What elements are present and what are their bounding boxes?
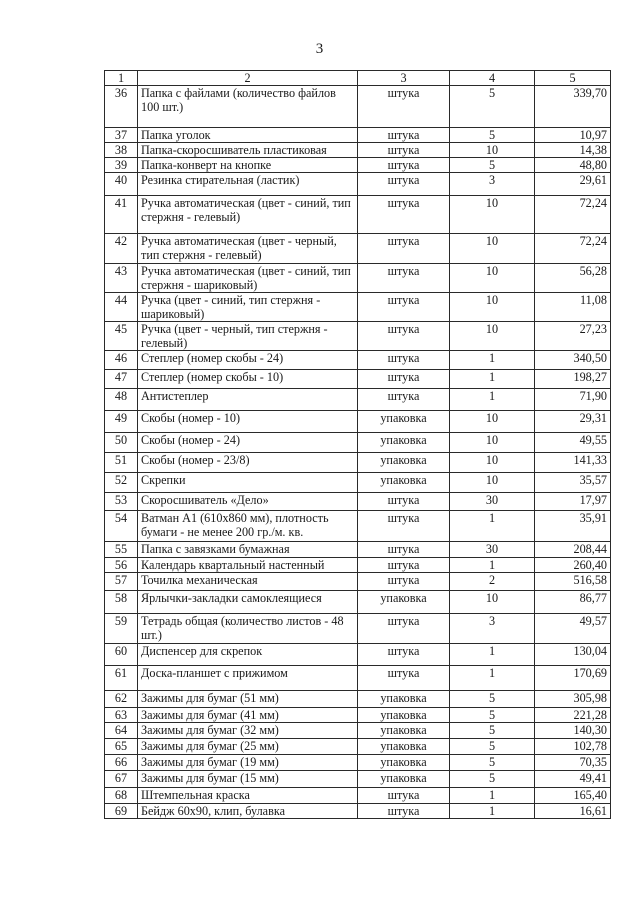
row-number: 52 (105, 473, 138, 493)
item-quantity: 10 (450, 293, 535, 322)
item-quantity: 1 (450, 511, 535, 542)
item-unit: штука (358, 804, 450, 819)
item-price: 305,98 (535, 691, 611, 708)
row-number: 44 (105, 293, 138, 322)
item-name: Скрепки (138, 473, 358, 493)
item-price: 102,78 (535, 739, 611, 755)
row-number: 49 (105, 411, 138, 433)
row-number: 66 (105, 755, 138, 771)
table-row (105, 411, 611, 433)
item-quantity: 10 (450, 234, 535, 264)
item-unit: упаковка (358, 739, 450, 755)
item-price: 29,61 (535, 173, 611, 196)
table-row (105, 708, 611, 723)
item-price: 29,31 (535, 411, 611, 433)
item-name: Резинка стирательная (ластик) (138, 173, 358, 196)
table-row (105, 453, 611, 473)
item-name: Скобы (номер - 10) (138, 411, 358, 433)
item-unit: штука (358, 511, 450, 542)
item-name: Ручка автоматическая (цвет - синий, тип стержня - шариковый) (138, 264, 358, 293)
item-name: Тетрадь общая (количество листов - 48 шт.) (138, 614, 358, 644)
row-number: 56 (105, 558, 138, 573)
item-price: 71,90 (535, 389, 611, 411)
item-name: Штемпельная краска (138, 788, 358, 804)
item-price: 72,24 (535, 196, 611, 234)
item-price: 10,97 (535, 128, 611, 143)
item-name: Ручка (цвет - черный, тип стержня - гелевый) (138, 322, 358, 351)
item-price: 86,77 (535, 591, 611, 614)
item-name: Папка-скоросшиватель пластиковая (138, 143, 358, 158)
item-unit: штука (358, 234, 450, 264)
table-row (105, 370, 611, 389)
item-unit: штука (358, 644, 450, 666)
item-price: 208,44 (535, 542, 611, 558)
item-unit: упаковка (358, 473, 450, 493)
item-price: 49,55 (535, 433, 611, 453)
row-number: 40 (105, 173, 138, 196)
item-price: 170,69 (535, 666, 611, 691)
item-name: Папка уголок (138, 128, 358, 143)
row-number: 65 (105, 739, 138, 755)
table-row (105, 739, 611, 755)
table-row (105, 293, 611, 322)
item-quantity: 10 (450, 453, 535, 473)
item-name: Ручка (цвет - синий, тип стержня - шариковый) (138, 293, 358, 322)
item-unit: штука (358, 196, 450, 234)
item-quantity: 5 (450, 691, 535, 708)
column-header-number: 1 (105, 71, 138, 86)
table-row (105, 128, 611, 143)
item-name: Бейдж 60х90, клип, булавка (138, 804, 358, 819)
item-price: 35,91 (535, 511, 611, 542)
row-number: 64 (105, 723, 138, 739)
item-unit: штука (358, 322, 450, 351)
item-name: Ручка автоматическая (цвет - черный, тип стержня - гелевый) (138, 234, 358, 264)
item-name: Точилка механическая (138, 573, 358, 591)
item-price: 260,40 (535, 558, 611, 573)
page-number: 3 (315, 41, 324, 57)
item-unit: штука (358, 493, 450, 511)
table-row (105, 723, 611, 739)
item-unit: упаковка (358, 453, 450, 473)
item-quantity: 10 (450, 591, 535, 614)
item-unit: штука (358, 264, 450, 293)
item-quantity: 2 (450, 573, 535, 591)
table-row (105, 755, 611, 771)
item-price: 16,61 (535, 804, 611, 819)
item-quantity: 5 (450, 755, 535, 771)
item-price: 516,58 (535, 573, 611, 591)
row-number: 62 (105, 691, 138, 708)
row-number: 45 (105, 322, 138, 351)
item-quantity: 5 (450, 158, 535, 173)
item-quantity: 1 (450, 804, 535, 819)
column-header-name: 2 (138, 71, 358, 86)
item-price: 49,57 (535, 614, 611, 644)
item-price: 11,08 (535, 293, 611, 322)
row-number: 42 (105, 234, 138, 264)
item-name: Антистеплер (138, 389, 358, 411)
item-unit: упаковка (358, 755, 450, 771)
item-quantity: 10 (450, 143, 535, 158)
item-price: 17,97 (535, 493, 611, 511)
table-row (105, 196, 611, 234)
item-quantity: 10 (450, 433, 535, 453)
item-price: 49,41 (535, 771, 611, 788)
item-unit: штука (358, 542, 450, 558)
item-unit: упаковка (358, 771, 450, 788)
item-unit: упаковка (358, 723, 450, 739)
item-unit: штука (358, 86, 450, 128)
item-price: 70,35 (535, 755, 611, 771)
item-unit: штука (358, 173, 450, 196)
item-name: Ручка автоматическая (цвет - синий, тип стержня - гелевый) (138, 196, 358, 234)
item-quantity: 1 (450, 389, 535, 411)
item-price: 198,27 (535, 370, 611, 389)
item-quantity: 10 (450, 264, 535, 293)
item-name: Календарь квартальный настенный (138, 558, 358, 573)
table-header (105, 71, 611, 86)
item-quantity: 5 (450, 128, 535, 143)
item-name: Зажимы для бумаг (25 мм) (138, 739, 358, 755)
item-unit: штука (358, 573, 450, 591)
table-row (105, 158, 611, 173)
table-body (105, 86, 611, 819)
table-row (105, 666, 611, 691)
table-row (105, 173, 611, 196)
row-number: 41 (105, 196, 138, 234)
column-header-quantity: 4 (450, 71, 535, 86)
column-header-price: 5 (535, 71, 611, 86)
item-name: Зажимы для бумаг (19 мм) (138, 755, 358, 771)
item-quantity: 10 (450, 411, 535, 433)
item-name: Диспенсер для скрепок (138, 644, 358, 666)
item-name: Папка с файлами (количество файлов 100 шт.) (138, 86, 358, 128)
table-row (105, 804, 611, 819)
item-quantity: 1 (450, 666, 535, 691)
row-number: 61 (105, 666, 138, 691)
goods-table (104, 70, 611, 819)
item-price: 221,28 (535, 708, 611, 723)
row-number: 48 (105, 389, 138, 411)
table-row (105, 644, 611, 666)
item-unit: штука (358, 128, 450, 143)
table-row (105, 788, 611, 804)
item-quantity: 10 (450, 322, 535, 351)
table-row (105, 86, 611, 128)
table-row (105, 691, 611, 708)
item-unit: штука (358, 558, 450, 573)
row-number: 55 (105, 542, 138, 558)
item-price: 339,70 (535, 86, 611, 128)
item-unit: штука (358, 143, 450, 158)
row-number: 47 (105, 370, 138, 389)
item-unit: упаковка (358, 591, 450, 614)
item-price: 14,38 (535, 143, 611, 158)
item-quantity: 1 (450, 788, 535, 804)
item-price: 165,40 (535, 788, 611, 804)
item-quantity: 30 (450, 542, 535, 558)
item-unit: упаковка (358, 433, 450, 453)
item-name: Зажимы для бумаг (41 мм) (138, 708, 358, 723)
table-row (105, 264, 611, 293)
table-row (105, 351, 611, 370)
row-number: 37 (105, 128, 138, 143)
item-name: Доска-планшет с прижимом (138, 666, 358, 691)
row-number: 50 (105, 433, 138, 453)
row-number: 57 (105, 573, 138, 591)
item-name: Ярлычки-закладки самоклеящиеся (138, 591, 358, 614)
table-row (105, 234, 611, 264)
item-quantity: 5 (450, 86, 535, 128)
item-unit: штука (358, 389, 450, 411)
row-number: 67 (105, 771, 138, 788)
item-quantity: 1 (450, 351, 535, 370)
item-quantity: 10 (450, 196, 535, 234)
table-row (105, 771, 611, 788)
header-row (105, 71, 611, 86)
item-unit: штука (358, 293, 450, 322)
table-row (105, 542, 611, 558)
item-name: Степлер (номер скобы - 10) (138, 370, 358, 389)
row-number: 60 (105, 644, 138, 666)
item-price: 56,28 (535, 264, 611, 293)
row-number: 46 (105, 351, 138, 370)
item-name: Скобы (номер - 24) (138, 433, 358, 453)
column-header-unit: 3 (358, 71, 450, 86)
item-price: 72,24 (535, 234, 611, 264)
table-row (105, 473, 611, 493)
item-quantity: 5 (450, 739, 535, 755)
item-name: Папка-конверт на кнопке (138, 158, 358, 173)
table-row (105, 573, 611, 591)
item-unit: упаковка (358, 411, 450, 433)
item-price: 35,57 (535, 473, 611, 493)
item-price: 340,50 (535, 351, 611, 370)
table-row (105, 143, 611, 158)
row-number: 59 (105, 614, 138, 644)
item-price: 27,23 (535, 322, 611, 351)
item-unit: упаковка (358, 708, 450, 723)
row-number: 53 (105, 493, 138, 511)
table-row (105, 558, 611, 573)
item-quantity: 3 (450, 614, 535, 644)
table-row (105, 389, 611, 411)
item-quantity: 1 (450, 644, 535, 666)
item-name: Папка с завязками бумажная (138, 542, 358, 558)
item-quantity: 1 (450, 558, 535, 573)
item-quantity: 30 (450, 493, 535, 511)
row-number: 58 (105, 591, 138, 614)
row-number: 54 (105, 511, 138, 542)
item-quantity: 5 (450, 771, 535, 788)
item-name: Ватман А1 (610х860 мм), плотность бумаги - не менее 200 гр./м. кв. (138, 511, 358, 542)
item-unit: штука (358, 614, 450, 644)
item-name: Скобы (номер - 23/8) (138, 453, 358, 473)
item-price: 130,04 (535, 644, 611, 666)
item-name: Зажимы для бумаг (51 мм) (138, 691, 358, 708)
item-quantity: 10 (450, 473, 535, 493)
table-row (105, 591, 611, 614)
table-row (105, 511, 611, 542)
row-number: 51 (105, 453, 138, 473)
item-name: Скоросшиватель «Дело» (138, 493, 358, 511)
row-number: 39 (105, 158, 138, 173)
item-price: 48,80 (535, 158, 611, 173)
table-row (105, 614, 611, 644)
row-number: 38 (105, 143, 138, 158)
item-quantity: 3 (450, 173, 535, 196)
item-name: Степлер (номер скобы - 24) (138, 351, 358, 370)
item-quantity: 5 (450, 708, 535, 723)
item-quantity: 1 (450, 370, 535, 389)
item-unit: штука (358, 370, 450, 389)
item-unit: упаковка (358, 691, 450, 708)
item-quantity: 5 (450, 723, 535, 739)
item-name: Зажимы для бумаг (32 мм) (138, 723, 358, 739)
table-row (105, 322, 611, 351)
row-number: 69 (105, 804, 138, 819)
item-unit: штука (358, 666, 450, 691)
row-number: 36 (105, 86, 138, 128)
table-row (105, 433, 611, 453)
item-name: Зажимы для бумаг (15 мм) (138, 771, 358, 788)
table-row (105, 493, 611, 511)
item-unit: штука (358, 788, 450, 804)
row-number: 68 (105, 788, 138, 804)
item-unit: штука (358, 351, 450, 370)
item-unit: штука (358, 158, 450, 173)
item-price: 141,33 (535, 453, 611, 473)
row-number: 63 (105, 708, 138, 723)
row-number: 43 (105, 264, 138, 293)
item-price: 140,30 (535, 723, 611, 739)
